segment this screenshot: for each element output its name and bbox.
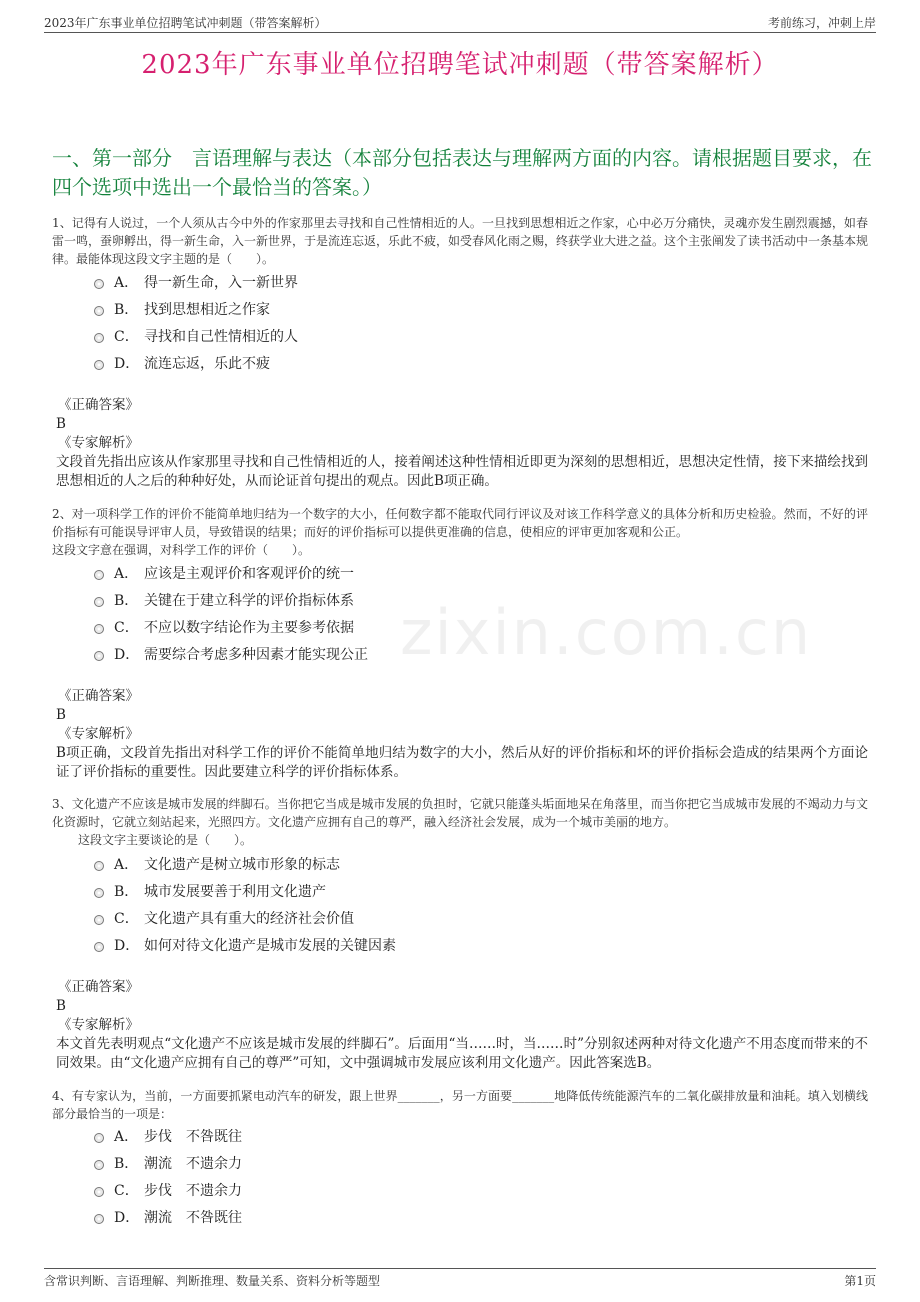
- answer-value: B: [56, 998, 66, 1014]
- page-title: 2023年广东事业单位招聘笔试冲刺题（带答案解析）: [141, 50, 779, 80]
- option-text: 文化遗产具有重大的经济社会价值: [144, 911, 354, 927]
- question-4-options: [94, 1124, 694, 1232]
- option-label: B．: [114, 1156, 139, 1172]
- option-b[interactable]: [94, 588, 694, 615]
- option-text: 流连忘返，乐此不疲: [144, 356, 270, 372]
- footer-question-types: 含常识判断、言语理解、判断推理、数量关系、资料分析等题型: [44, 1274, 381, 1288]
- question-stem-text: 2、对一项科学工作的评价不能简单地归结为一个数字的大小，任何数字都不能取代同行评议及对该工作科学意义的具体分析和历史检验。然而，不好的评价指标有可能误导评审人员，导致错误的结果；而好的评价指标可以提供更准确的信息，使相应的评审更加客观和公正。: [52, 507, 868, 539]
- footer-page-number: 第1页: [844, 1274, 876, 1288]
- question-stem-text: 1、记得有人说过，一个人须从古今中外的作家那里去寻找和自己性情相近的人。一旦找到思想相近之作家，心中必万分痛快，灵魂亦发生剧烈震撼，如春雷一鸣，蚕卵孵出，得一新生命，入一新世界，于是流连忘返，乐此不疲，如受春风化雨之赐，终获学业大进之益。这个主张阐发了读书活动中一条基本规律。最能体现这段文字主题的是（ ）。: [52, 216, 869, 266]
- option-text: 步伐 不遗余力: [144, 1183, 242, 1199]
- question-stem-text: 3、文化遗产不应该是城市发展的绊脚石。当你把它当成是城市发展的负担时，它就只能蓬头垢面地呆在角落里，而当你把它当成城市发展的不竭动力与文化资源时，它就立刻站起来，光照四方。文化遗产应拥有自己的尊严，融入经济社会发展，成为一个城市美丽的地方。: [52, 797, 868, 829]
- option-d[interactable]: [94, 933, 694, 960]
- question-3-answer: [52, 978, 868, 1073]
- explanation-text: 本文首先表明观点“文化遗产不应该是城市发展的绊脚石”。后面用“当……时，当……时”分别叙述两种对待文化遗产不用态度而带来的不同效果。由“文化遗产应拥有自己的尊严”可知，文中强调城市发展应该利用文化遗产。因此答案选B。: [56, 1036, 868, 1071]
- option-label: C．: [114, 911, 139, 927]
- option-label: A．: [114, 566, 139, 582]
- answer-tag: 《正确答案》: [58, 688, 139, 704]
- radio-button-icon[interactable]: [94, 360, 104, 370]
- option-d[interactable]: [94, 1205, 694, 1232]
- radio-button-icon[interactable]: [94, 888, 104, 898]
- option-b[interactable]: [94, 879, 694, 906]
- question-prompt-text: 这段文字意在强调，对科学工作的评价（ ）。: [52, 543, 311, 557]
- option-label: B．: [114, 884, 139, 900]
- radio-button-icon[interactable]: [94, 651, 104, 661]
- radio-button-icon[interactable]: [94, 279, 104, 289]
- page-footer: [44, 1268, 876, 1289]
- radio-button-icon[interactable]: [94, 306, 104, 316]
- radio-button-icon[interactable]: [94, 1133, 104, 1143]
- radio-button-icon[interactable]: [94, 597, 104, 607]
- option-text: 应该是主观评价和客观评价的统一: [144, 566, 354, 582]
- question-2-options: [94, 561, 694, 669]
- explanation-tag: 《专家解析》: [58, 726, 139, 742]
- answer-tag: 《正确答案》: [58, 979, 139, 995]
- option-label: C．: [114, 1183, 139, 1199]
- question-1-answer: [52, 396, 868, 491]
- answer-value: B: [56, 416, 66, 432]
- option-a[interactable]: [94, 561, 694, 588]
- question-2-stem: [52, 505, 868, 559]
- option-text: 需要综合考虑多种因素才能实现公正: [144, 647, 368, 663]
- question-3-stem: [52, 795, 868, 849]
- radio-button-icon[interactable]: [94, 915, 104, 925]
- option-label: C．: [114, 620, 139, 636]
- option-text: 潮流 不咎既往: [144, 1210, 242, 1226]
- option-a[interactable]: [94, 270, 694, 297]
- radio-button-icon[interactable]: [94, 942, 104, 952]
- question-prompt-text: 这段文字主要谈论的是（ ）。: [78, 833, 253, 847]
- option-c[interactable]: [94, 1178, 694, 1205]
- explanation-text: B项正确，文段首先指出对科学工作的评价不能简单地归结为数字的大小，然后从好的评价指标和坏的评价指标会造成的结果两个方面论证了评价指标的重要性。因此要建立科学的评价指标体系。: [56, 745, 868, 780]
- option-text: 寻找和自己性情相近的人: [144, 329, 298, 345]
- option-label: A．: [114, 857, 139, 873]
- radio-button-icon[interactable]: [94, 624, 104, 634]
- explanation-tag: 《专家解析》: [58, 1017, 139, 1033]
- option-label: D．: [114, 647, 140, 663]
- question-1-stem: [52, 214, 868, 268]
- answer-tag: 《正确答案》: [58, 397, 139, 413]
- question-1-options: [94, 270, 694, 378]
- option-label: C．: [114, 329, 139, 345]
- option-text: 关键在于建立科学的评价指标体系: [144, 593, 354, 609]
- section-heading: 一、第一部分 言语理解与表达（本部分包括表达与理解两方面的内容。请根据题目要求，在四个选项中选出一个最恰当的答案。）: [52, 146, 872, 199]
- radio-button-icon[interactable]: [94, 570, 104, 580]
- option-text: 不应以数字结论作为主要参考依据: [144, 620, 354, 636]
- option-a[interactable]: [94, 1124, 694, 1151]
- option-label: B．: [114, 302, 139, 318]
- option-d[interactable]: [94, 351, 694, 378]
- header-document-title: 2023年广东事业单位招聘笔试冲刺题（带答案解析）: [44, 16, 327, 30]
- option-c[interactable]: [94, 615, 694, 642]
- explanation-text: 文段首先指出应该从作家那里寻找和自己性情相近的人，接着阐述这种性情相近即更为深刻的思想相近，思想决定性情，接下来描绘找到思想相近的人之后的种种好处，从而论证首句提出的观点。因此B项正确。: [56, 454, 868, 489]
- option-b[interactable]: [94, 1151, 694, 1178]
- option-text: 得一新生命，入一新世界: [144, 275, 298, 291]
- radio-button-icon[interactable]: [94, 1214, 104, 1224]
- radio-button-icon[interactable]: [94, 1160, 104, 1170]
- option-label: D．: [114, 356, 140, 372]
- option-label: D．: [114, 938, 140, 954]
- radio-button-icon[interactable]: [94, 861, 104, 871]
- option-label: D．: [114, 1210, 140, 1226]
- question-stem-text: 4、有专家认为，当前，一方面要抓紧电动汽车的研发，跟上世界_______，另一方面要_______地降低传统能源汽车的二氧化碳排放量和油耗。填入划横线部分最恰当的一项是：: [52, 1089, 868, 1121]
- option-label: B．: [114, 593, 139, 609]
- option-text: 如何对待文化遗产是城市发展的关键因素: [144, 938, 396, 954]
- radio-button-icon[interactable]: [94, 333, 104, 343]
- question-2-answer: [52, 687, 868, 782]
- option-text: 文化遗产是树立城市形象的标志: [144, 857, 340, 873]
- header-slogan: 考前练习，冲刺上岸: [767, 16, 876, 30]
- radio-button-icon[interactable]: [94, 1187, 104, 1197]
- option-c[interactable]: [94, 324, 694, 351]
- option-a[interactable]: [94, 852, 694, 879]
- option-c[interactable]: [94, 906, 694, 933]
- watermark: zixin.com.cn: [400, 596, 813, 669]
- page-header: [44, 12, 876, 33]
- option-d[interactable]: [94, 642, 694, 669]
- option-b[interactable]: [94, 297, 694, 324]
- option-text: 潮流 不遗余力: [144, 1156, 242, 1172]
- question-3-options: [94, 852, 694, 960]
- option-text: 城市发展要善于利用文化遗产: [144, 884, 326, 900]
- explanation-tag: 《专家解析》: [58, 435, 139, 451]
- option-text: 步伐 不咎既往: [144, 1129, 242, 1145]
- option-text: 找到思想相近之作家: [144, 302, 270, 318]
- option-label: A．: [114, 1129, 139, 1145]
- option-label: A．: [114, 275, 139, 291]
- question-4-stem: [52, 1087, 868, 1123]
- answer-value: B: [56, 707, 66, 723]
